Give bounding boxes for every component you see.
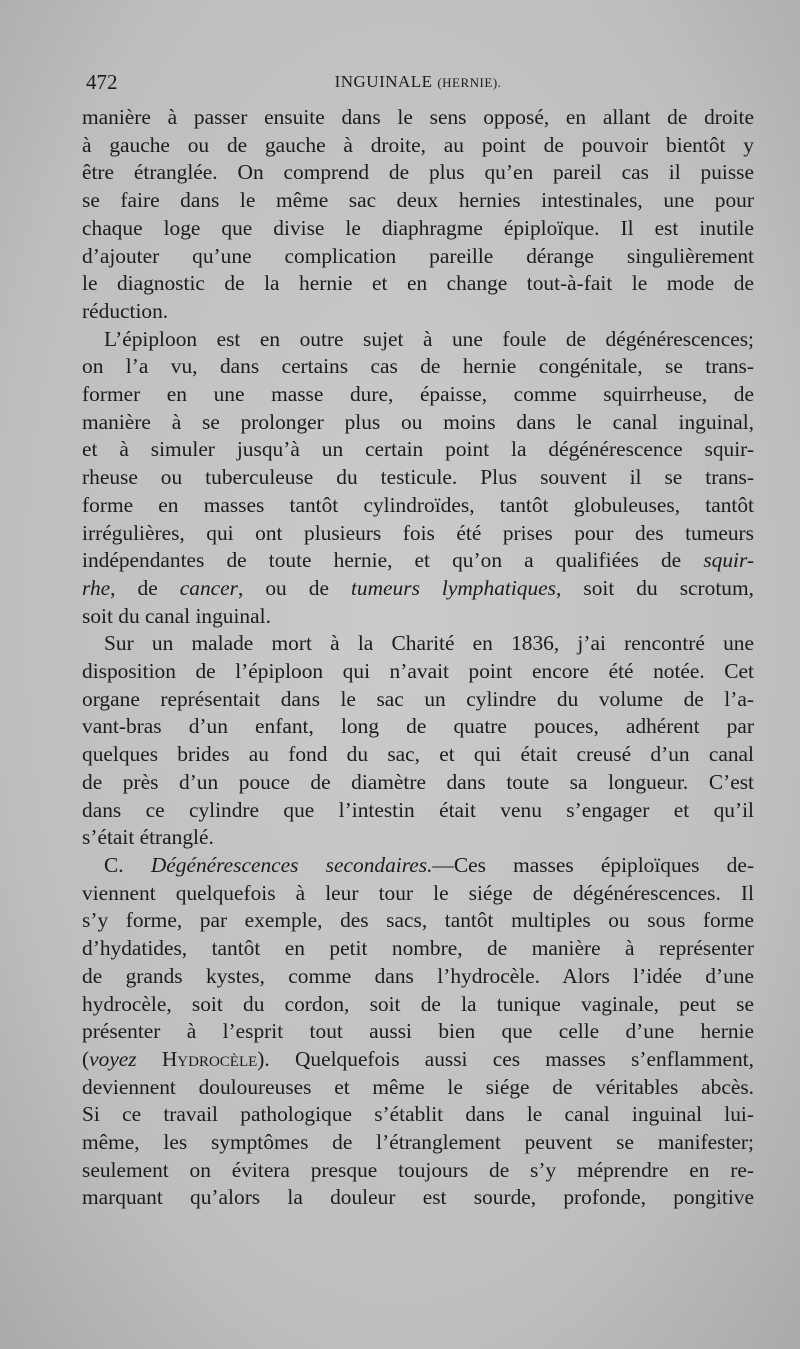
italic-term: cancer (179, 575, 238, 600)
text-line: organe représentait dans le sac un cylindre du volume de l’a- (82, 686, 754, 711)
text-line: deviennent douloureuses et même le siége de véritables abcès. (82, 1074, 754, 1099)
text-line: forme en masses tantôt cylindroïdes, tantôt globuleuses, tantôt (82, 492, 754, 517)
body-text (82, 104, 754, 1212)
running-head-subtitle: (HERNIE). (437, 75, 502, 90)
text-line: manière à passer ensuite dans le sens opposé, en allant de droite (82, 105, 754, 129)
text-line: quelques brides au fond du sac, et qui était creusé d’un canal (82, 742, 754, 767)
text-line: même, les symptômes de l’étranglement peuvent se manifester; (82, 1130, 754, 1155)
text-line: être étranglée. On comprend de plus qu’en pareil cas il puisse (82, 160, 754, 185)
cross-reference: Hydrocèle (161, 1046, 258, 1071)
text-line: d’hydatides, tantôt en petit nombre, de manière à représenter (82, 936, 754, 961)
text-line: présenter à l’esprit tout aussi bien que celle d’une hernie (82, 1019, 754, 1044)
text-line: irrégulières, qui ont plusieurs fois été prises pour des tumeurs (82, 520, 754, 545)
running-head-title: INGUINALE (334, 72, 433, 91)
text-line: seulement on évitera presque toujours de s’y méprendre en re- (82, 1157, 754, 1182)
text-line: se faire dans le même sac deux hernies intestinales, une pour (82, 188, 754, 213)
page-number: 472 (86, 70, 118, 94)
italic-term: rhe (82, 575, 111, 600)
italic-term: squir- (703, 548, 754, 573)
text-line: L’épiploon est en outre sujet à une foule de dégénérescences; (104, 326, 754, 351)
text-line: on l’a vu, dans certains cas de hernie congénitale, se trans- (82, 354, 754, 379)
text-line: et à simuler jusqu’à un certain point la dégénérescence squir- (82, 437, 754, 462)
text-fragment: , de (110, 575, 158, 600)
text-line: soit du canal inguinal. (82, 603, 271, 628)
section-heading: Dégénérescences secondaires. (150, 852, 433, 877)
text-line: chaque loge que divise le diaphragme épiploïque. Il est inutile (82, 215, 754, 240)
text-line: réduction. (82, 298, 169, 323)
text-line: viennent quelquefois à leur tour le siége de dégénérescences. Il (82, 880, 754, 905)
text-line: disposition de l’épiploon qui n’avait point encore été notée. Cet (82, 659, 754, 684)
text-line: marquant qu’alors la douleur est sourde, profonde, pongitive (82, 1185, 754, 1210)
text-line (82, 1046, 754, 1074)
text-fragment: —Ces masses épiploïques de- (432, 852, 754, 877)
text-line: hydrocèle, soit du cordon, soit de la tunique vaginale, peut se (82, 991, 754, 1016)
text-fragment: ( (82, 1046, 90, 1071)
text-line (82, 852, 754, 880)
text-line (82, 547, 754, 575)
page-header (86, 70, 750, 100)
italic-term: tumeurs lymphatiques (350, 575, 556, 600)
text-line: de près d’un pouce de diamètre dans toute sa longueur. C’est (82, 769, 754, 794)
text-line: dans ce cylindre que l’intestin était venu s’engager et qu’il (82, 797, 754, 822)
text-fragment: ). Quelquefois aussi ces masses s’enflamment, (257, 1046, 754, 1071)
text-line: vant-bras d’un enfant, long de quatre pouces, adhérent par (82, 714, 754, 739)
running-head (86, 72, 750, 92)
text-line: de grands kystes, comme dans l’hydrocèle. Alors l’idée d’une (82, 963, 754, 988)
text-line: rheuse ou tuberculeuse du testicule. Plus souvent il se trans- (82, 465, 754, 490)
text-line (82, 575, 754, 603)
text-fragment: , ou de (237, 575, 329, 600)
section-label: C. (104, 852, 124, 877)
text-fragment: , soit du scrotum, (556, 575, 754, 600)
text-line: manière à se prolonger plus ou moins dans le canal inguinal, (82, 409, 754, 434)
text-line: s’y forme, par exemple, des sacs, tantôt multiples ou sous forme (82, 908, 754, 933)
text-line: Si ce travail pathologique s’établit dans le canal inguinal lui- (82, 1102, 754, 1127)
italic-term: voyez (89, 1046, 137, 1071)
text-line: s’était étranglé. (82, 825, 214, 850)
text-line: le diagnostic de la hernie et en change tout-à-fait le mode de (82, 271, 754, 296)
text-line: d’ajouter qu’une complication pareille dérange singulièrement (82, 243, 754, 268)
text-fragment: indépendantes de toute hernie, et qu’on a qualifiées de (82, 548, 682, 573)
text-line: à gauche ou de gauche à droite, au point de pouvoir bientôt y (82, 132, 754, 157)
text-line: Sur un malade mort à la Charité en 1836, j’ai rencontré une (104, 631, 754, 656)
text-line: former en une masse dure, épaisse, comme squirrheuse, de (82, 382, 754, 407)
